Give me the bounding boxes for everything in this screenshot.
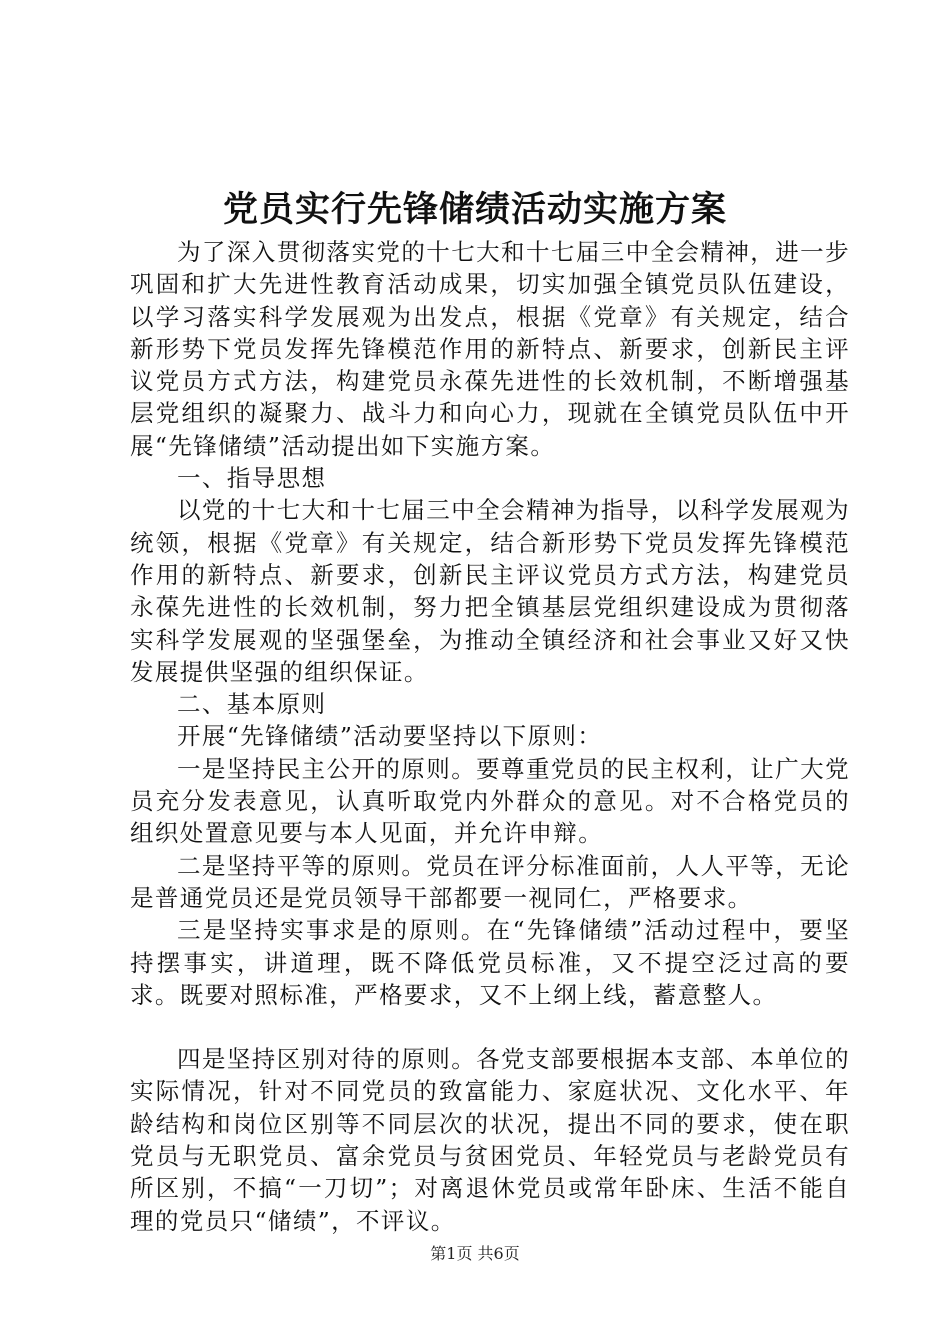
principle-four-paragraph: 四是坚持区别对待的原则。各党支部要根据本支部、本单位的实际情况，针对不同党员的致富能力、家庭状况、文化水平、年龄结构和岗位区别等不同层次的状况，提出不同的要求，使在职党员与无职党员、富余党员与贫困党员、年轻党员与老龄党员有所区别，不搞“一刀切”；对离退休党员或常年卧床、生活不能自理的党员只“储绩”，不评议。 bbox=[130, 1045, 850, 1235]
guiding-thought-paragraph: 以党的十七大和十七届三中全会精神为指导，以科学发展观为统领，根据《党章》有关规定，结合新形势下党员发挥先锋模范作用的新特点、新要求，创新民主评议党员方式方法，构建党员永葆先进性的长效机制，努力把全镇基层党组织建设成为贯彻落实科学发展观的坚强堡垒，为推动全镇经济和社会事业又好又快发展提供坚强的组织保证。 bbox=[130, 496, 850, 686]
principles-intro-paragraph: 开展“先锋储绩”活动要坚持以下原则： bbox=[177, 722, 603, 751]
document-title: 党员实行先锋储绩活动实施方案 bbox=[222, 189, 727, 230]
principle-three-paragraph: 三是坚持实事求是的原则。在“先锋储绩”活动过程中，要坚持摆事实，讲道理，既不降低党员标准，又不提空泛过高的要求。既要对照标准，严格要求，又不上纲上线，蓄意整人。 bbox=[130, 916, 850, 1009]
paragraph-spacer bbox=[130, 1011, 850, 1043]
page-footer: 第1页 共6页 bbox=[430, 1244, 520, 1263]
section-heading-basic-principles: 二、基本原则 bbox=[177, 690, 327, 719]
intro-paragraph: 为了深入贯彻落实党的十七大和十七届三中全会精神，进一步巩固和扩大先进性教育活动成果，切实加强全镇党员队伍建设，以学习落实科学发展观为出发点，根据《党章》有关规定，结合新形势下党员发挥先锋模范作用的新特点、新要求，创新民主评议党员方式方法，构建党员永葆先进性的长效机制，不断增强基层党组织的凝聚力、战斗力和向心力，现就在全镇党员队伍中开展“先锋储绩”活动提出如下实施方案。 bbox=[130, 238, 850, 460]
principle-one-paragraph: 一是坚持民主公开的原则。要尊重党员的民主权利，让广大党员充分发表意见，认真听取党内外群众的意见。对不合格党员的组织处置意见要与本人见面，并允许申辩。 bbox=[130, 754, 850, 848]
document-body bbox=[130, 236, 850, 1237]
principle-two-paragraph: 二是坚持平等的原则。党员在评分标准面前，人人平等，无论是普通党员还是党员领导干部都要一视同仁，严格要求。 bbox=[130, 851, 850, 912]
section-heading-guiding-thought: 一、指导思想 bbox=[177, 464, 327, 493]
